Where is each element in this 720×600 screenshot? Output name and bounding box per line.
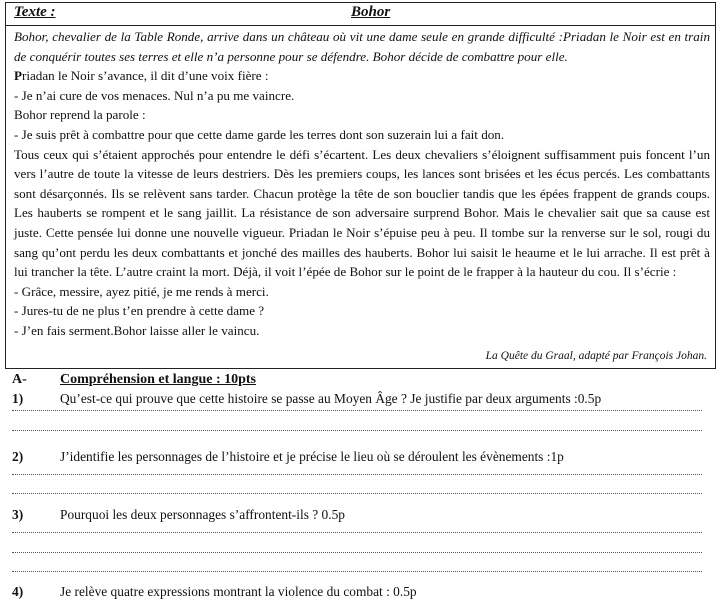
section-heading: [12, 372, 256, 388]
text-title: Bohor: [351, 4, 391, 20]
section-title: Compréhension et langue : 10pts: [60, 372, 257, 387]
question-number: 4): [12, 584, 24, 599]
question-3: [12, 507, 345, 523]
question-1: [12, 391, 601, 407]
dialogue-line: - Grâce, messire, ayez pitié, je me rends à merci.: [14, 283, 269, 299]
question-text: Je relève quatre expressions montrant la violence du combat : 0.5p: [60, 584, 417, 599]
dialogue-line: - J’en fais serment.Bohor laisse aller le vaincu.: [14, 322, 260, 338]
section-letter: A-: [12, 372, 27, 387]
question-2: [12, 449, 564, 465]
answer-line[interactable]: [12, 552, 702, 553]
passage-paragraph: Tous ceux qui s’étaient approchés pour entendre le défi s’écartent. Les deux chevaliers s’éloignent suffisamment puis foncent l’un vers l’autre de toute la vitesse de leurs destriers. Dès les premiers coups, les lances sont brisées et les écus percés. Les combattants sont désarçonnés. Ils se relèvent sans tarder. Chacun protège la tête de son bouclier tandis que les épées frappent de grands coups. Les hauberts se rompent et le sang jaillit. La résistance de son adversaire surprend Bohor. Mais le chevalier sait que sa cause est juste. Cette pensée lui donne une nouvelle vigueur. Priadan le Noir s’épuise peu à peu. Il tombe sur la renverse sur le sol, rougi du sang qu’ont perdu les deux combattants et jonché des mailles des hauberts. Bohor lui saisit le heaume et le lui arrache. Il est prêt à lui trancher la tête. L’autre craint la mort. Déjà, il voit l’épée de Bohor sur le point de le frapper à la hauteur du cou. Il s’écrie :: [14, 146, 710, 280]
question-text: J’identifie les personnages de l’histoire et je précise le lieu où se déroulent les évènements :1p: [60, 449, 564, 464]
text-header: [6, 3, 715, 26]
text-box: [5, 2, 716, 369]
question-4: [12, 584, 417, 600]
question-text: Qu’est-ce qui prouve que cette histoire se passe au Moyen Âge ? Je justifie par deux arguments :0.5p: [60, 391, 602, 406]
dialogue-line: - Jures-tu de ne plus t’en prendre à cette dame ?: [14, 303, 265, 319]
drop-letter: P: [14, 68, 22, 84]
question-number: 1): [12, 391, 24, 406]
answer-line[interactable]: [12, 532, 702, 533]
question-number: 2): [12, 449, 24, 464]
source-citation: La Quête du Graal, adapté par François Johan.: [485, 350, 707, 362]
question-number: 3): [12, 507, 24, 522]
passage: [14, 27, 710, 341]
question-text: Pourquoi les deux personnages s’affrontent-ils ? 0.5p: [60, 507, 345, 522]
dialogue-line: - Je suis prêt à combattre pour que cette dame garde les terres dont son suzerain lui a fait don.: [14, 126, 505, 142]
answer-line[interactable]: [12, 474, 702, 475]
answer-line[interactable]: [12, 430, 702, 431]
text-label: Texte :: [14, 4, 56, 20]
passage-line: [14, 66, 710, 86]
answer-line[interactable]: [12, 410, 702, 411]
passage-intro: Bohor, chevalier de la Table Ronde, arrive dans un château où vit une dame seule en grande difficulté :Priadan le Noir est en train de conquérir toutes ses terres et elle n’a personne pour se défendre. Bohor décide de combattre pour elle.: [14, 29, 710, 64]
passage-line: Bohor reprend la parole :: [14, 107, 146, 123]
passage-line-rest: riadan le Noir s’avance, il dit d’une voix fière :: [22, 68, 269, 84]
answer-line[interactable]: [12, 493, 702, 494]
answer-line[interactable]: [12, 571, 702, 572]
dialogue-line: - Je n’ai cure de vos menaces. Nul n’a pu me vaincre.: [14, 87, 295, 103]
